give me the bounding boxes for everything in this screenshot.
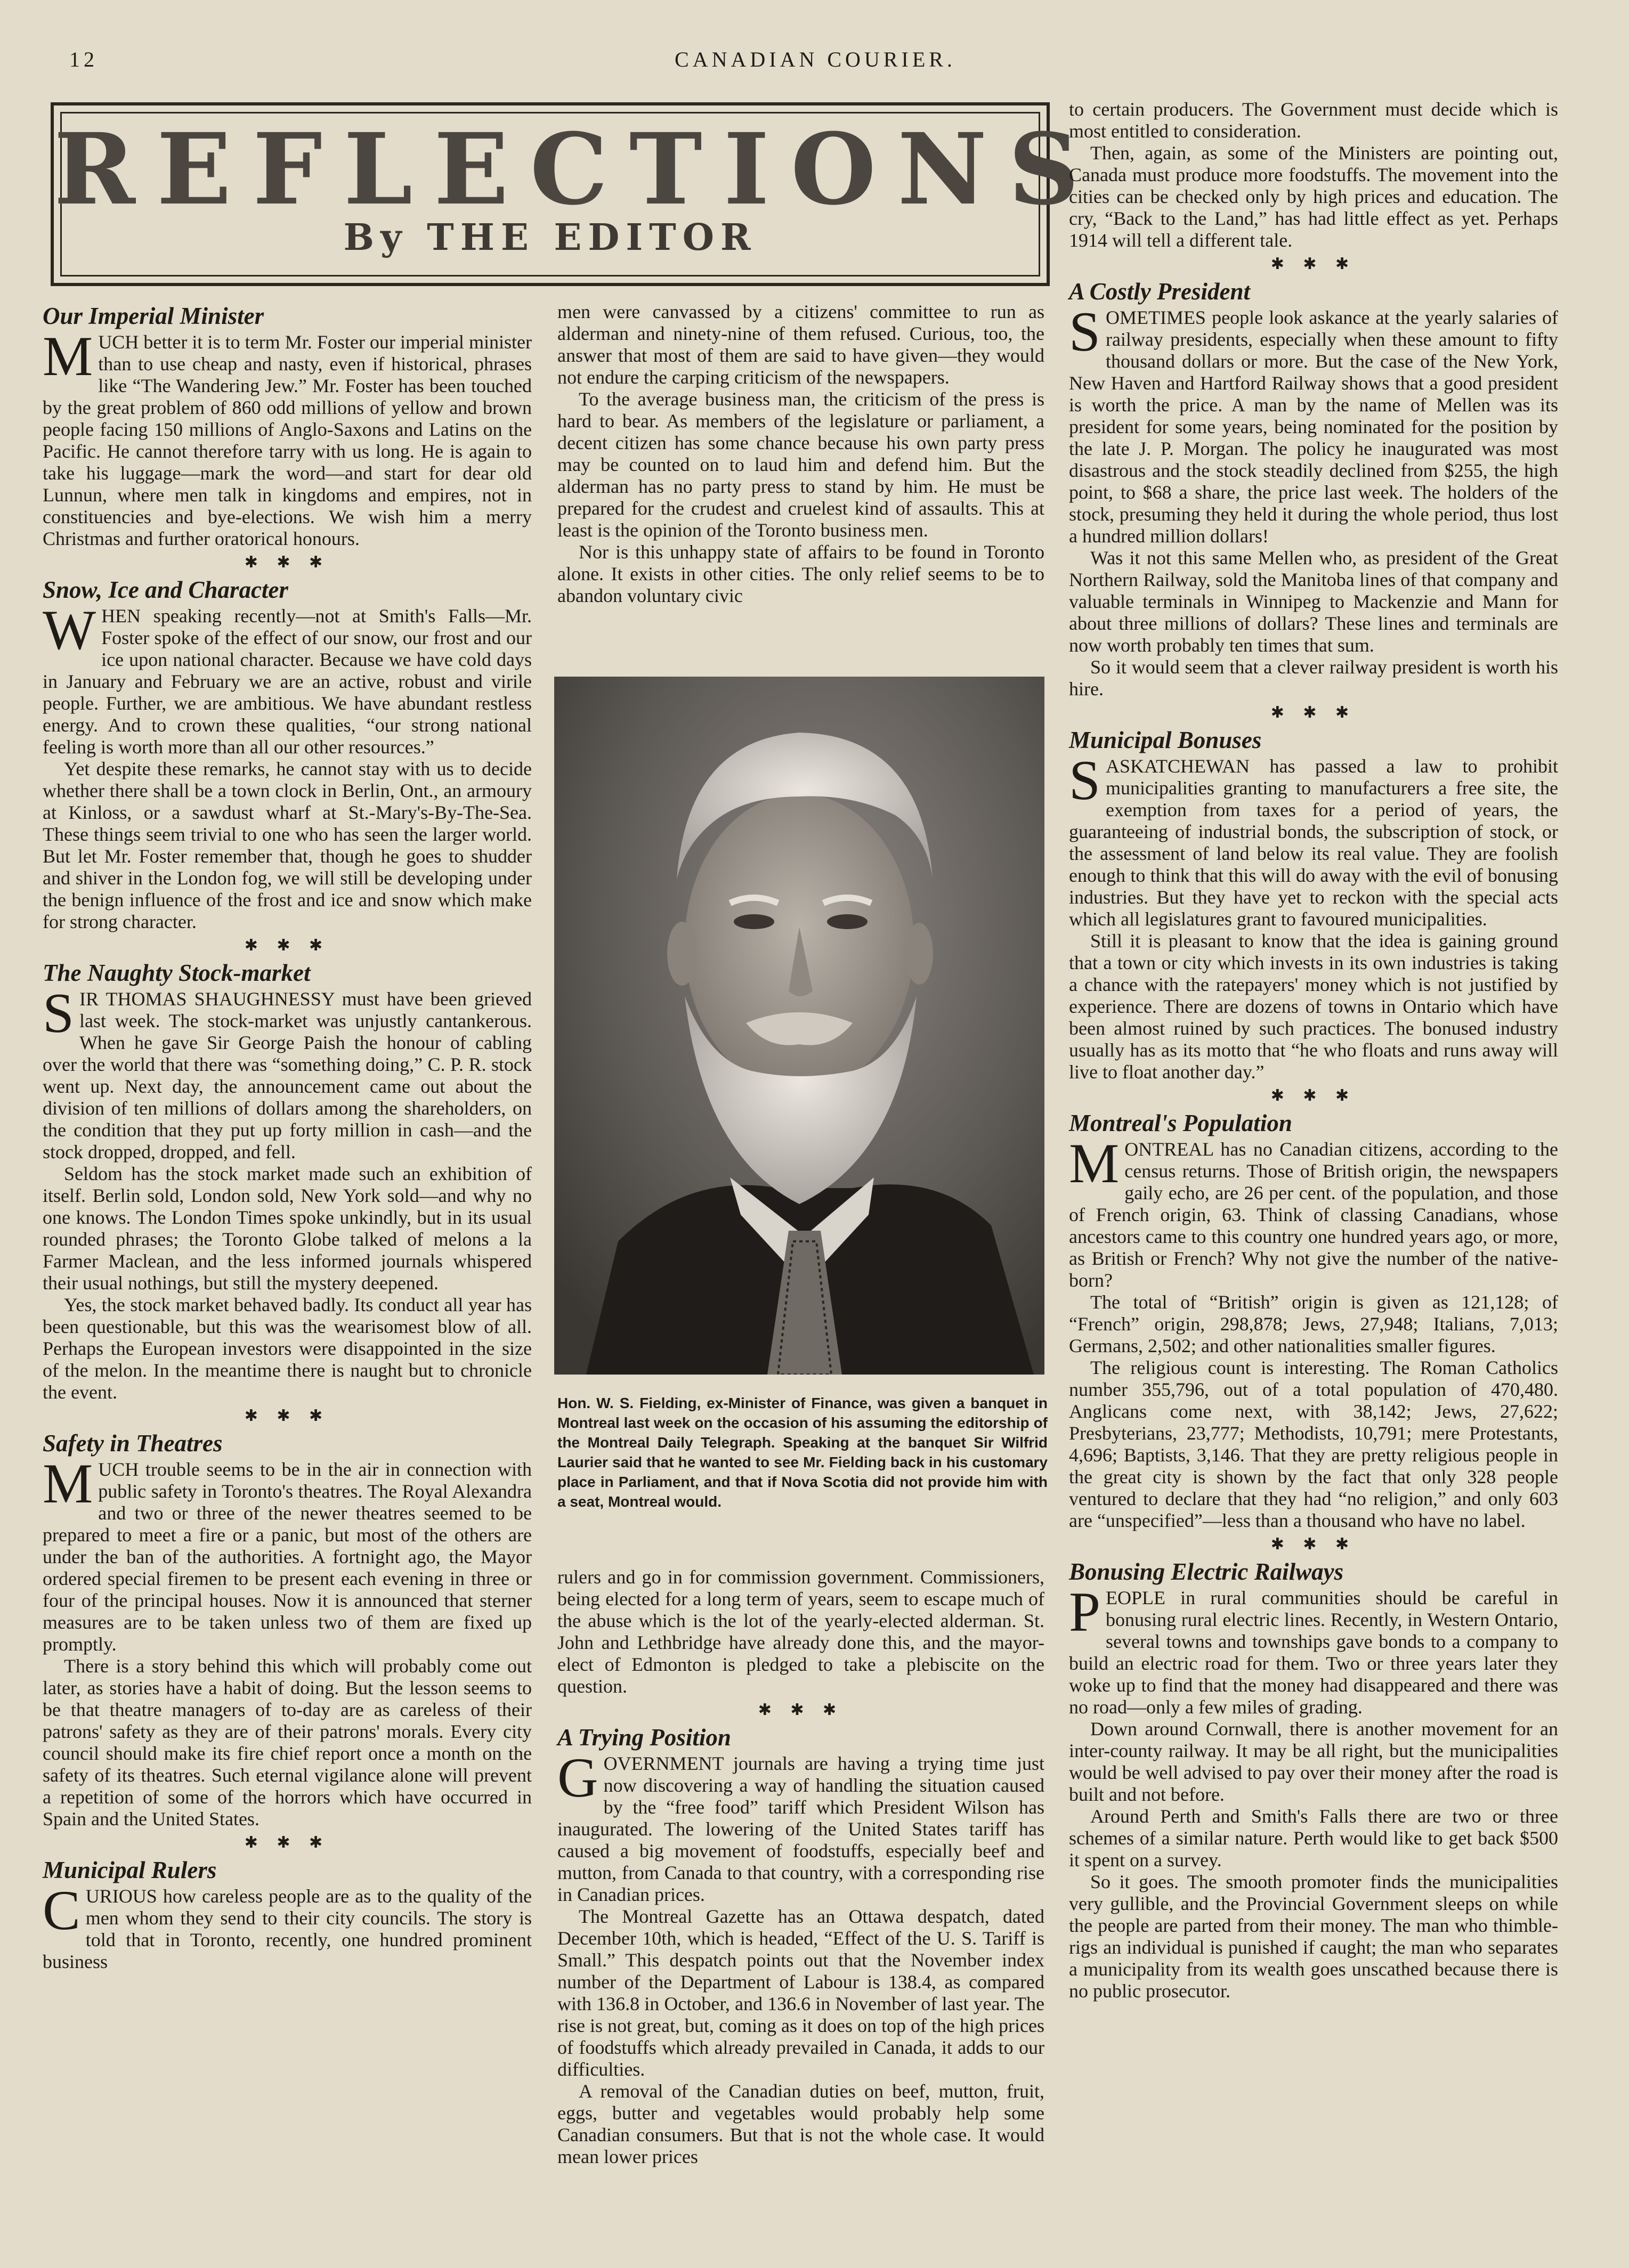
article-paragraph: Was it not this same Mellen who, as president of the Great Northern Railway, sold the Manitoba lines of that company and valuable terminals in Winnipeg to Mackenzie and Mann for about three millions of dollars? These lines and terminals are now worth probably ten times that sum. xyxy=(1069,547,1558,656)
title-box xyxy=(51,102,1101,286)
article-paragraph: MONTREAL has no Canadian citizens, according to the census returns. Those of British origin, the newspapers gaily echo, are 26 per cent. of the population, and those of French origin, 63. Think of classing Canadians, whose ancestors came to this country one hundred years ago, or more, as British or French? Why not give the number of the native-born? xyxy=(1069,1132,1558,1291)
article-heading: A Costly President xyxy=(1069,278,1251,305)
section-separator: ✱ ✱ ✱ xyxy=(1270,704,1357,721)
section-separator: ✱ ✱ ✱ xyxy=(244,554,330,571)
drop-cap: M xyxy=(1069,1132,1120,1194)
article-paragraph: MUCH trouble seems to be in the air in connection with public safety in Toronto's theatres. The Royal Alexandra and two or three of the newer theatres seemed to be prepared to meet a fire or a panic, but most of the others are under the ban of the authorities. A fortnight ago, the Mayor ordered special firemen to be present each evening in three or four of the principal houses. Now it is announced that sterner measures are to be taken unless two of them are fixed up promptly. xyxy=(43,1452,532,1655)
column-3 xyxy=(1069,99,1558,2002)
article-heading: Snow, Ice and Character xyxy=(43,576,288,603)
page-header xyxy=(48,47,1583,79)
article-paragraph: GOVERNMENT journals are having a trying time just now discovering a way of handling the situation caused by the “free food” tariff which President Wilson has inaugurated. The lowering of the United States tariff has caused a big movement of foodstuffs, especially beef and mutton, from Canada to that country, with a corresponding rise in Canadian prices. xyxy=(557,1746,1044,1905)
article-paragraph: WHEN speaking recently—not at Smith's Falls—Mr. Foster spoke of the effect of our snow, our frost and our ice upon national character. Because we have cold days in January and February we are an active, robust and virile people. Further, we are ambitious. We have abundant restless energy. And to crown these qualities, “our strong national feeling is worth more than all our other resources.” xyxy=(43,599,532,758)
article-montreal-population xyxy=(1069,1109,1558,1532)
article-paragraph: SOMETIMES people look askance at the yearly salaries of railway presidents, especially when these amount to fifty thousand dollars or more. But the case of the New York, New Haven and Hartford Railway shows that a good president is worth the price. A man by the name of Mellen was its president for some years, being nominated for the position by the late J. P. Morgan. The policy he inaugurated was most disastrous and the stock steadily declined from $255, the high point, to $68 a share, the price last week. The holders of the stock, presuming they held it during the whole period, thus lost a hundred million dollars! xyxy=(1069,300,1558,547)
article-paragraph: Yes, the stock market behaved badly. Its conduct all year has been questionable, but this was the wearisomest blow of all. Perhaps the European investors were disappointed in the size of the melon. In the meantime there is naught but to chronicle the event. xyxy=(43,1294,532,1403)
article-paragraph: To the average business man, the criticism of the press is hard to bear. As members of the legislature or parliament, a decent citizen has some chance because his own party press may be counted on to laud him and defend him. But the alderman has no party press to stand by him. He must be prepared for the crudest and cruelest kind of assaults. This at least is the opinion of the Toronto business men. xyxy=(557,388,1044,541)
section-separator: ✱ ✱ ✱ xyxy=(244,1407,330,1425)
article-paragraph: So it would seem that a clever railway president is worth his hire. xyxy=(1069,656,1558,700)
photo-caption: Hon. W. S. Fielding, ex-Minister of Finance, was given a banquet in Montreal last week on the occasion of his assuming the editorship of the Montreal Daily Telegraph. Speaking at the banquet Sir Wilfrid Laurier said that he wanted to see Mr. Fielding back in his customary place in Parliament, and that if Nova Scotia did not provide him with a seat, Montreal would. xyxy=(557,1395,1048,1510)
article-paragraph: to certain producers. The Government must decide which is most entitled to consideration. xyxy=(1069,99,1558,142)
fielding-portrait-image xyxy=(554,677,1044,1375)
article-paragraph: So it goes. The smooth promoter finds the municipalities very gullible, and the Provincial Government sleeps on while the people are parted from their money. The man who thimble-rigs an individual is punished if caught; the man who separates a municipality from its wealth goes unscathed because there is no public prosecutor. xyxy=(1069,1871,1558,2002)
article-municipal-rulers xyxy=(43,1856,532,1973)
article-heading: Municipal Bonuses xyxy=(1069,727,1262,753)
article-paragraph: The religious count is interesting. The Roman Catholics number 355,796, out of a total population of 470,480. Anglicans come next, with 38,142; Jews, 27,622; Presbyterians, 23,777; Methodists, 10,791; mere Protestants, 4,696; Baptists, 3,146. That they are pretty religious people in the great city is shown by the fact that only 328 people ventured to declare that they had “no religion,” and only 603 are “unspecified”—less than a thousand who have no label. xyxy=(1069,1357,1558,1531)
column-2-upper xyxy=(557,301,1044,607)
article-paragraph: rulers and go in for commission government. Commissioners, being elected for a long term of years, seem to escape much of the abuse which is the lot of the yearly-elected alderman. St. John and Lethbridge have already done this, and the mayor-elect of Edmonton is pledged to take a plebiscite on the question. xyxy=(557,1566,1044,1697)
drop-cap: S xyxy=(43,982,74,1044)
article-paragraph: Nor is this unhappy state of affairs to be found in Toronto alone. It exists in other cities. The only relief seems to be to abandon voluntary civic xyxy=(557,541,1044,606)
drop-cap: S xyxy=(1069,300,1100,363)
page-number: 12 xyxy=(69,47,98,71)
article-heading: Our Imperial Minister xyxy=(43,303,264,329)
section-separator: ✱ ✱ ✱ xyxy=(244,1834,330,1851)
column-title: REFLECTIONS xyxy=(54,112,1101,227)
article-heading: A Trying Position xyxy=(557,1724,731,1751)
article-safety-in-theatres xyxy=(43,1429,532,1830)
article-municipal-bonuses xyxy=(1069,726,1558,1083)
section-separator: ✱ ✱ ✱ xyxy=(1270,1087,1357,1104)
drop-cap: P xyxy=(1069,1581,1100,1643)
article-paragraph: MUCH better it is to term Mr. Foster our imperial minister than to use cheap and nasty, even if historical, phrases like “The Wandering Jew.” Mr. Foster has been touched by the great problem of 860 odd millions of yellow and brown people facing 150 millions of Anglo-Saxons and Latins on the Pacific. He cannot therefore tarry with us long. He is again to take his luggage—mark the word—and start for dear old Lunnun, where men talk in kingdoms and empires, not in constituencies and bye-elections. We wish him a merry Christmas and further oratorical honours. xyxy=(43,325,532,549)
drop-cap: C xyxy=(43,1879,80,1941)
drop-cap: G xyxy=(557,1746,598,1809)
article-heading: Safety in Theatres xyxy=(43,1430,223,1457)
article-paragraph: Still it is pleasant to know that the idea is gaining ground that a town or city which invests in its own industries is taking a chance with the ratepayers' money which is not justified by experience. There are dozens of towns in Ontario which have been almost ruined by such practices. The bonused industry usually has as its motto that “he who floats and runs away will live to float another day.” xyxy=(1069,930,1558,1083)
article-trying-position xyxy=(557,1723,1044,2168)
article-imperial-minister xyxy=(43,302,532,550)
article-paragraph: A removal of the Canadian duties on beef, mutton, fruit, eggs, butter and vegetables would probably help some Canadian consumers. But that is not the whole case. It would mean lower prices xyxy=(557,2080,1044,2167)
running-head: CANADIAN COURIER. xyxy=(675,47,956,71)
column-byline: By THE EDITOR xyxy=(343,216,757,259)
article-paragraph: Yet despite these remarks, he cannot stay with us to decide whether there shall be a town clock in Berlin, Ont., an armoury at Kinloss, or a sawdust wharf at St.-Mary's-By-The-Sea. These things seem trivial to one who has seen the larger world. But let Mr. Foster remember that, though he goes to shudder and shiver in the London fog, we will still be developing under the benign influence of the frost and ice and snow which make for strong character. xyxy=(43,758,532,932)
article-paragraph: There is a story behind this which will probably come out later, as stories have a habit of doing. But the lesson seems to be that theatre managers of to-day are as careless of their patrons' safety as they are of their patrons' morals. Every city council should make its fire chief report once a month on the safety of its theatres. Such eternal vigilance alone will prevent a repetition of some of the horrors which have occurred in Spain and the United States. xyxy=(43,1655,532,1830)
column-1 xyxy=(43,298,532,1973)
article-paragraph: SIR THOMAS SHAUGHNESSY must have been grieved last week. The stock-market was unjustly cantankerous. When he gave Sir George Paish the honour of cabling over the world that there was “something doing,” C. P. R. stock went up. Next day, the announcement came out about the division of ten millions of dollars among the shareholders, on the condition that they put up forty million in cash—and the stock dropped, dropped, and fell. xyxy=(43,982,532,1163)
article-paragraph: The Montreal Gazette has an Ottawa despatch, dated December 10th, which is headed, “Effect of the U. S. Tariff is Small.” This despatch points out that the November index number of the Department of Labour is 138.4, as compared with 136.8 in October, and 136.6 in November of last year. The rise is not great, but, coming as it does on top of the high prices of foodstuffs which already prevailed in Canada, it adds to our difficulties. xyxy=(557,1906,1044,2080)
drop-cap: S xyxy=(1069,749,1100,811)
article-paragraph: PEOPLE in rural communities should be careful in bonusing rural electric lines. Recently, in Western Ontario, several towns and townships gave bonds to a company to build an electric road for them. Two or three years later they woke up to find that the money had disappeared and there was no road—only a few miles of grading. xyxy=(1069,1581,1558,1718)
article-paragraph: Seldom has the stock market made such an exhibition of itself. Berlin sold, London sold, New York sold—and why no one knows. The London Times spoke unkindly, but in its usual rounded phrases; the Toronto Globe talked of melons a la Farmer Maclean, and the less informed journals whispered their usual nothings, but still the mystery deepened. xyxy=(43,1163,532,1294)
portrait-photo xyxy=(554,677,1044,1375)
column-2-lower xyxy=(557,1566,1044,2168)
article-heading: Montreal's Population xyxy=(1069,1110,1292,1136)
article-bonusing-electric-railways xyxy=(1069,1557,1558,2002)
article-heading: The Naughty Stock-market xyxy=(43,960,311,986)
article-heading: Bonusing Electric Railways xyxy=(1069,1558,1344,1585)
article-paragraph: Around Perth and Smith's Falls there are two or three schemes of a similar nature. Perth would like to get back $500 it spent on a survey. xyxy=(1069,1806,1558,1871)
article-heading: Municipal Rulers xyxy=(43,1857,217,1883)
drop-cap: W xyxy=(43,599,96,661)
section-separator: ✱ ✱ ✱ xyxy=(1270,255,1357,273)
article-paragraph: The total of “British” origin is given as 121,128; of “French” origin, 298,878; Jews, 27,948; Italians, 7,013; Germans, 2,502; and other nationalities smaller figures. xyxy=(1069,1291,1558,1356)
article-snow-ice-character xyxy=(43,575,532,933)
section-separator: ✱ ✱ ✱ xyxy=(244,937,330,954)
section-separator: ✱ ✱ ✱ xyxy=(758,1701,844,1719)
article-paragraph: SASKATCHEWAN has passed a law to prohibit municipalities granting to manufacturers a free site, the exemption from taxes for a period of years, the guaranteeing of industrial bonds, the subscription of stock, or the assessment of land below its real value. They are foolish enough to think that this will do away with the evil of bonusing industries. But they have yet to reckon with the special acts which all legislatures grant to favoured municipalities. xyxy=(1069,749,1558,930)
section-separator: ✱ ✱ ✱ xyxy=(1270,1535,1357,1553)
article-naughty-stock-market xyxy=(43,958,532,1403)
article-paragraph: Then, again, as some of the Ministers are pointing out, Canada must produce more foodstuffs. The movement into the cities can be checked only by high prices and education. The cry, “Back to the Land,” has had little effect as yet. Perhaps 1914 will tell a different tale. xyxy=(1069,142,1558,251)
article-paragraph: men were canvassed by a citizens' committee to run as alderman and ninety-nine of them refused. Curious, too, the answer that most of them are said to have given—they would not endure the carping criticism of the newspapers. xyxy=(557,301,1044,388)
drop-cap: M xyxy=(43,1452,93,1515)
drop-cap: M xyxy=(43,325,93,387)
article-paragraph: Down around Cornwall, there is another movement for an inter-county railway. It may be all right, but the municipalities would be well advised to pay over their money after the road is built and not before. xyxy=(1069,1718,1558,1805)
article-paragraph: CURIOUS how careless people are as to the quality of the men whom they send to their city councils. The story is told that in Toronto, recently, one hundred prominent business xyxy=(43,1879,532,1972)
article-costly-president xyxy=(1069,277,1558,700)
